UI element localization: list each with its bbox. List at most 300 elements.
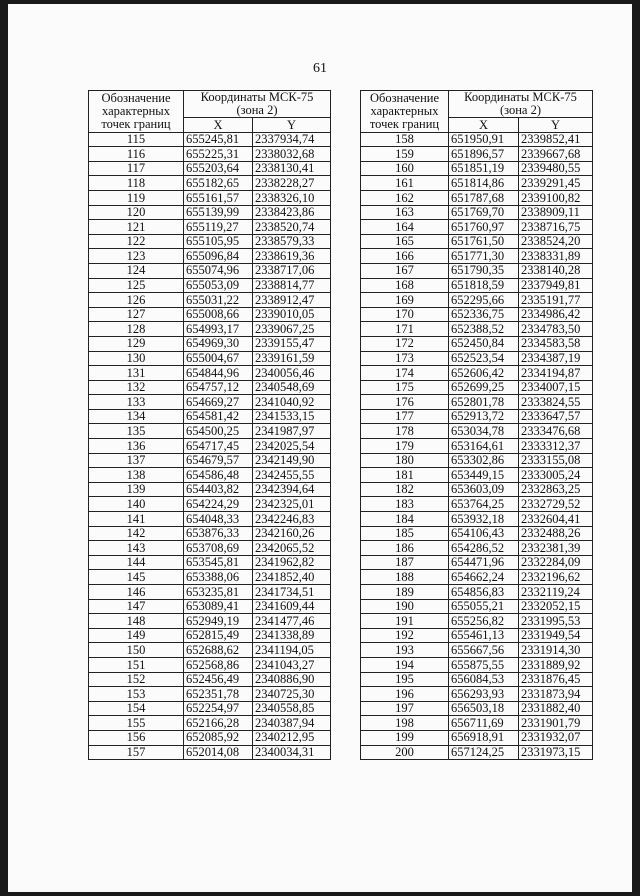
- y-coordinate-cell: 2334583,58: [519, 336, 593, 351]
- point-number-cell: 168: [361, 278, 449, 293]
- x-coordinate-cell: 654844,96: [184, 366, 253, 381]
- table-row: [361, 628, 593, 643]
- table-row: [361, 570, 593, 585]
- x-coordinate-cell: 654757,12: [184, 380, 253, 395]
- point-number-cell: 144: [89, 555, 184, 570]
- point-number-cell: 188: [361, 570, 449, 585]
- table-row: [89, 628, 331, 643]
- y-coordinate-cell: 2340387,94: [253, 716, 331, 731]
- y-coordinate-cell: 2339291,45: [519, 176, 593, 191]
- point-number-cell: 192: [361, 628, 449, 643]
- y-coordinate-cell: 2338130,41: [253, 161, 331, 176]
- point-number-cell: 135: [89, 424, 184, 439]
- point-number-cell: 116: [89, 147, 184, 162]
- table-row: [89, 672, 331, 687]
- point-number-cell: 127: [89, 307, 184, 322]
- point-number-cell: 143: [89, 541, 184, 556]
- x-coordinate-cell: 651771,30: [449, 249, 519, 264]
- point-number-cell: 195: [361, 672, 449, 687]
- x-coordinate-cell: 656084,53: [449, 672, 519, 687]
- x-coordinate-cell: 653932,18: [449, 512, 519, 527]
- y-coordinate-cell: 2338140,28: [519, 263, 593, 278]
- y-coordinate-cell: 2341194,05: [253, 643, 331, 658]
- x-coordinate-cell: 655031,22: [184, 293, 253, 308]
- table-row: [89, 468, 331, 483]
- table-row: [89, 585, 331, 600]
- x-coordinate-cell: 651814,86: [449, 176, 519, 191]
- y-coordinate-cell: 2333476,68: [519, 424, 593, 439]
- point-number-cell: 124: [89, 263, 184, 278]
- x-coordinate-cell: 652568,86: [184, 657, 253, 672]
- point-number-cell: 162: [361, 190, 449, 205]
- point-number-cell: 185: [361, 526, 449, 541]
- y-coordinate-cell: 2332052,15: [519, 599, 593, 614]
- x-coordinate-cell: 654286,52: [449, 541, 519, 556]
- table-row: [361, 424, 593, 439]
- point-number-cell: 161: [361, 176, 449, 191]
- point-number-cell: 145: [89, 570, 184, 585]
- y-coordinate-cell: 2342394,64: [253, 482, 331, 497]
- y-coordinate-cell: 2338228,27: [253, 176, 331, 191]
- point-number-cell: 171: [361, 322, 449, 337]
- point-number-cell: 184: [361, 512, 449, 527]
- table-row: [89, 614, 331, 629]
- y-coordinate-cell: 2332604,41: [519, 512, 593, 527]
- x-coordinate-cell: 655139,99: [184, 205, 253, 220]
- point-number-cell: 115: [89, 132, 184, 147]
- y-coordinate-cell: 2331995,53: [519, 614, 593, 629]
- x-coordinate-cell: 655245,81: [184, 132, 253, 147]
- x-coordinate-cell: 654717,45: [184, 439, 253, 454]
- document-page: [8, 4, 632, 892]
- point-number-cell: 194: [361, 657, 449, 672]
- x-coordinate-cell: 652085,92: [184, 730, 253, 745]
- table-row: [361, 132, 593, 147]
- table-row: [89, 570, 331, 585]
- y-coordinate-cell: 2333155,08: [519, 453, 593, 468]
- x-coordinate-cell: 651896,57: [449, 147, 519, 162]
- y-coordinate-cell: 2338579,33: [253, 234, 331, 249]
- y-coordinate-cell: 2331914,30: [519, 643, 593, 658]
- y-coordinate-cell: 2341043,27: [253, 657, 331, 672]
- table-row: [361, 395, 593, 410]
- point-number-cell: 177: [361, 409, 449, 424]
- x-coordinate-cell: 651851,19: [449, 161, 519, 176]
- x-coordinate-cell: 655074,96: [184, 263, 253, 278]
- table-row: [89, 336, 331, 351]
- table-row: [89, 293, 331, 308]
- x-coordinate-cell: 654669,27: [184, 395, 253, 410]
- x-coordinate-cell: 656503,18: [449, 701, 519, 716]
- table-row: [89, 278, 331, 293]
- y-coordinate-cell: 2331901,79: [519, 716, 593, 731]
- table-row: [89, 482, 331, 497]
- y-coordinate-cell: 2337949,81: [519, 278, 593, 293]
- y-coordinate-cell: 2341040,92: [253, 395, 331, 410]
- y-coordinate-cell: 2333824,55: [519, 395, 593, 410]
- x-coordinate-cell: 653545,81: [184, 555, 253, 570]
- x-coordinate-cell: 653302,86: [449, 453, 519, 468]
- point-number-cell: 122: [89, 234, 184, 249]
- y-coordinate-cell: 2334986,42: [519, 307, 593, 322]
- table-row: [361, 293, 593, 308]
- table-row: [361, 745, 593, 760]
- point-number-cell: 176: [361, 395, 449, 410]
- y-coordinate-cell: 2338619,36: [253, 249, 331, 264]
- point-label-header: Обозначение характерных точек границ: [89, 91, 184, 133]
- point-number-cell: 172: [361, 336, 449, 351]
- x-coordinate-cell: 654106,43: [449, 526, 519, 541]
- y-coordinate-cell: 2341533,15: [253, 409, 331, 424]
- x-coordinate-cell: 652336,75: [449, 307, 519, 322]
- x-coordinate-cell: 653164,61: [449, 439, 519, 454]
- y-coordinate-cell: 2331882,40: [519, 701, 593, 716]
- x-coordinate-cell: 652295,66: [449, 293, 519, 308]
- x-coordinate-cell: 655667,56: [449, 643, 519, 658]
- table-row: [361, 439, 593, 454]
- point-number-cell: 174: [361, 366, 449, 381]
- point-number-cell: 180: [361, 453, 449, 468]
- y-coordinate-cell: 2342325,01: [253, 497, 331, 512]
- x-coordinate-cell: 653708,69: [184, 541, 253, 556]
- y-coordinate-cell: 2338717,06: [253, 263, 331, 278]
- point-number-cell: 126: [89, 293, 184, 308]
- table-row: [89, 526, 331, 541]
- point-number-cell: 187: [361, 555, 449, 570]
- point-number-cell: 128: [89, 322, 184, 337]
- y-coordinate-cell: 2333312,37: [519, 439, 593, 454]
- x-coordinate-cell: 655119,27: [184, 220, 253, 235]
- table-row: [361, 307, 593, 322]
- x-coordinate-cell: 656918,91: [449, 730, 519, 745]
- x-coordinate-cell: 652254,97: [184, 701, 253, 716]
- x-coordinate-cell: 654471,96: [449, 555, 519, 570]
- point-number-cell: 152: [89, 672, 184, 687]
- table-row: [89, 395, 331, 410]
- point-number-cell: 149: [89, 628, 184, 643]
- table-row: [89, 220, 331, 235]
- table-row: [361, 730, 593, 745]
- table-row: [89, 307, 331, 322]
- y-coordinate-cell: 2339161,59: [253, 351, 331, 366]
- y-coordinate-cell: 2331889,92: [519, 657, 593, 672]
- point-number-cell: 191: [361, 614, 449, 629]
- y-coordinate-cell: 2339852,41: [519, 132, 593, 147]
- point-number-cell: 183: [361, 497, 449, 512]
- x-header: X: [449, 118, 519, 133]
- x-coordinate-cell: 655105,95: [184, 234, 253, 249]
- table-row: [89, 322, 331, 337]
- x-coordinate-cell: 652388,52: [449, 322, 519, 337]
- y-coordinate-cell: 2341734,51: [253, 585, 331, 600]
- table-row: [361, 541, 593, 556]
- x-coordinate-cell: 654856,83: [449, 585, 519, 600]
- point-number-cell: 165: [361, 234, 449, 249]
- y-coordinate-cell: 2331973,15: [519, 745, 593, 760]
- y-coordinate-cell: 2338326,10: [253, 190, 331, 205]
- coordinates-table-right: [360, 90, 593, 760]
- x-coordinate-cell: 656293,93: [449, 687, 519, 702]
- point-number-cell: 163: [361, 205, 449, 220]
- x-coordinate-cell: 653449,15: [449, 468, 519, 483]
- table-row: [361, 190, 593, 205]
- y-coordinate-cell: 2338814,77: [253, 278, 331, 293]
- point-number-cell: 160: [361, 161, 449, 176]
- x-coordinate-cell: 654586,48: [184, 468, 253, 483]
- table-row: [89, 205, 331, 220]
- x-coordinate-cell: 652801,78: [449, 395, 519, 410]
- table-row: [361, 526, 593, 541]
- point-number-cell: 198: [361, 716, 449, 731]
- table-row: [361, 205, 593, 220]
- x-coordinate-cell: 653388,06: [184, 570, 253, 585]
- y-coordinate-cell: 2331932,07: [519, 730, 593, 745]
- table-row: [361, 468, 593, 483]
- y-coordinate-cell: 2342065,52: [253, 541, 331, 556]
- y-coordinate-cell: 2338331,89: [519, 249, 593, 264]
- y-coordinate-cell: 2338909,11: [519, 205, 593, 220]
- table-row: [361, 351, 593, 366]
- table-row: [361, 555, 593, 570]
- y-coordinate-cell: 2338716,75: [519, 220, 593, 235]
- y-coordinate-cell: 2333647,57: [519, 409, 593, 424]
- table-row: [89, 599, 331, 614]
- point-number-cell: 154: [89, 701, 184, 716]
- table-row: [89, 249, 331, 264]
- table-row: [89, 147, 331, 162]
- point-number-cell: 147: [89, 599, 184, 614]
- x-coordinate-cell: 653089,41: [184, 599, 253, 614]
- point-number-cell: 197: [361, 701, 449, 716]
- table-row: [89, 190, 331, 205]
- x-coordinate-cell: 652688,62: [184, 643, 253, 658]
- point-number-cell: 173: [361, 351, 449, 366]
- x-coordinate-cell: 652450,84: [449, 336, 519, 351]
- table-row: [89, 745, 331, 760]
- x-header: X: [184, 118, 253, 133]
- x-coordinate-cell: 657124,25: [449, 745, 519, 760]
- y-coordinate-cell: 2340212,95: [253, 730, 331, 745]
- x-coordinate-cell: 652014,08: [184, 745, 253, 760]
- y-coordinate-cell: 2331876,45: [519, 672, 593, 687]
- point-number-cell: 193: [361, 643, 449, 658]
- x-coordinate-cell: 654662,24: [449, 570, 519, 585]
- point-number-cell: 150: [89, 643, 184, 658]
- x-coordinate-cell: 651818,59: [449, 278, 519, 293]
- table-row: [89, 380, 331, 395]
- x-coordinate-cell: 655256,82: [449, 614, 519, 629]
- y-coordinate-cell: 2331873,94: [519, 687, 593, 702]
- table-row: [89, 687, 331, 702]
- x-coordinate-cell: 654403,82: [184, 482, 253, 497]
- point-label-header: Обозначение характерных точек границ: [361, 91, 449, 133]
- y-coordinate-cell: 2332381,39: [519, 541, 593, 556]
- point-number-cell: 159: [361, 147, 449, 162]
- table-row: [361, 453, 593, 468]
- x-coordinate-cell: 651787,68: [449, 190, 519, 205]
- x-coordinate-cell: 653764,25: [449, 497, 519, 512]
- table-row: [361, 409, 593, 424]
- table-row: [89, 497, 331, 512]
- y-coordinate-cell: 2340056,46: [253, 366, 331, 381]
- table-row: [89, 424, 331, 439]
- x-coordinate-cell: 655225,31: [184, 147, 253, 162]
- point-number-cell: 139: [89, 482, 184, 497]
- point-number-cell: 121: [89, 220, 184, 235]
- point-number-cell: 164: [361, 220, 449, 235]
- x-coordinate-cell: 653876,33: [184, 526, 253, 541]
- point-number-cell: 137: [89, 453, 184, 468]
- y-coordinate-cell: 2339067,25: [253, 322, 331, 337]
- x-coordinate-cell: 655055,21: [449, 599, 519, 614]
- y-coordinate-cell: 2334783,50: [519, 322, 593, 337]
- point-number-cell: 189: [361, 585, 449, 600]
- table-row: [89, 701, 331, 716]
- table-row: [361, 322, 593, 337]
- x-coordinate-cell: 655203,64: [184, 161, 253, 176]
- y-coordinate-cell: 2340886,90: [253, 672, 331, 687]
- y-coordinate-cell: 2339667,68: [519, 147, 593, 162]
- y-coordinate-cell: 2332729,52: [519, 497, 593, 512]
- point-number-cell: 186: [361, 541, 449, 556]
- table-row: [361, 249, 593, 264]
- point-number-cell: 167: [361, 263, 449, 278]
- table-row: [89, 409, 331, 424]
- x-coordinate-cell: 654500,25: [184, 424, 253, 439]
- table-row: [89, 366, 331, 381]
- point-number-cell: 146: [89, 585, 184, 600]
- x-coordinate-cell: 655461,13: [449, 628, 519, 643]
- table-row: [89, 657, 331, 672]
- table-row: [361, 336, 593, 351]
- y-coordinate-cell: 2332196,62: [519, 570, 593, 585]
- table-row: [361, 263, 593, 278]
- point-number-cell: 133: [89, 395, 184, 410]
- point-number-cell: 148: [89, 614, 184, 629]
- x-coordinate-cell: 652913,72: [449, 409, 519, 424]
- y-coordinate-cell: 2341987,97: [253, 424, 331, 439]
- x-coordinate-cell: 652166,28: [184, 716, 253, 731]
- y-coordinate-cell: 2338520,74: [253, 220, 331, 235]
- table-row: [361, 657, 593, 672]
- point-number-cell: 158: [361, 132, 449, 147]
- table-row: [89, 176, 331, 191]
- x-coordinate-cell: 654679,57: [184, 453, 253, 468]
- point-number-cell: 151: [89, 657, 184, 672]
- table-row: [361, 278, 593, 293]
- x-coordinate-cell: 652815,49: [184, 628, 253, 643]
- x-coordinate-cell: 651760,97: [449, 220, 519, 235]
- table-row: [361, 482, 593, 497]
- x-coordinate-cell: 651790,35: [449, 263, 519, 278]
- y-coordinate-cell: 2340034,31: [253, 745, 331, 760]
- table-row: [361, 234, 593, 249]
- point-number-cell: 141: [89, 512, 184, 527]
- y-coordinate-cell: 2335191,77: [519, 293, 593, 308]
- table-row: [89, 555, 331, 570]
- x-coordinate-cell: 655161,57: [184, 190, 253, 205]
- coords-header: Координаты МСК-75 (зона 2): [449, 91, 593, 118]
- point-number-cell: 153: [89, 687, 184, 702]
- point-number-cell: 140: [89, 497, 184, 512]
- table-row: [361, 380, 593, 395]
- y-coordinate-cell: 2339010,05: [253, 307, 331, 322]
- y-coordinate-cell: 2332119,24: [519, 585, 593, 600]
- point-number-cell: 155: [89, 716, 184, 731]
- table-row: [361, 176, 593, 191]
- point-number-cell: 134: [89, 409, 184, 424]
- table-row: [361, 687, 593, 702]
- table-row: [89, 541, 331, 556]
- point-number-cell: 179: [361, 439, 449, 454]
- y-coordinate-cell: 2342025,54: [253, 439, 331, 454]
- point-number-cell: 120: [89, 205, 184, 220]
- x-coordinate-cell: 653235,81: [184, 585, 253, 600]
- table-row: [89, 132, 331, 147]
- table-row: [361, 220, 593, 235]
- y-coordinate-cell: 2332863,25: [519, 482, 593, 497]
- table-row: [89, 263, 331, 278]
- y-coordinate-cell: 2338912,47: [253, 293, 331, 308]
- y-coordinate-cell: 2331949,54: [519, 628, 593, 643]
- point-number-cell: 166: [361, 249, 449, 264]
- y-coordinate-cell: 2332488,26: [519, 526, 593, 541]
- x-coordinate-cell: 652949,19: [184, 614, 253, 629]
- x-coordinate-cell: 651761,50: [449, 234, 519, 249]
- table-row: [89, 643, 331, 658]
- x-coordinate-cell: 655053,09: [184, 278, 253, 293]
- y-header: Y: [519, 118, 593, 133]
- table-row: [361, 585, 593, 600]
- table-row: [89, 351, 331, 366]
- point-number-cell: 136: [89, 439, 184, 454]
- point-number-cell: 125: [89, 278, 184, 293]
- x-coordinate-cell: 652351,78: [184, 687, 253, 702]
- point-number-cell: 130: [89, 351, 184, 366]
- table-row: [361, 512, 593, 527]
- y-coordinate-cell: 2342149,90: [253, 453, 331, 468]
- x-coordinate-cell: 656711,69: [449, 716, 519, 731]
- y-coordinate-cell: 2341962,82: [253, 555, 331, 570]
- x-coordinate-cell: 652456,49: [184, 672, 253, 687]
- y-coordinate-cell: 2339155,47: [253, 336, 331, 351]
- y-coordinate-cell: 2338524,20: [519, 234, 593, 249]
- table-row: [89, 161, 331, 176]
- x-coordinate-cell: 651769,70: [449, 205, 519, 220]
- x-coordinate-cell: 654224,29: [184, 497, 253, 512]
- y-coordinate-cell: 2339480,55: [519, 161, 593, 176]
- y-coordinate-cell: 2339100,82: [519, 190, 593, 205]
- point-number-cell: 117: [89, 161, 184, 176]
- point-number-cell: 169: [361, 293, 449, 308]
- y-coordinate-cell: 2342455,55: [253, 468, 331, 483]
- y-coordinate-cell: 2341609,44: [253, 599, 331, 614]
- table-row: [361, 643, 593, 658]
- x-coordinate-cell: 654048,33: [184, 512, 253, 527]
- point-number-cell: 170: [361, 307, 449, 322]
- point-number-cell: 138: [89, 468, 184, 483]
- y-coordinate-cell: 2334194,87: [519, 366, 593, 381]
- y-coordinate-cell: 2334387,19: [519, 351, 593, 366]
- x-coordinate-cell: 654581,42: [184, 409, 253, 424]
- y-coordinate-cell: 2340558,85: [253, 701, 331, 716]
- y-coordinate-cell: 2340548,69: [253, 380, 331, 395]
- table-row: [361, 599, 593, 614]
- point-number-cell: 131: [89, 366, 184, 381]
- point-number-cell: 175: [361, 380, 449, 395]
- table-row: [89, 439, 331, 454]
- y-coordinate-cell: 2338423,86: [253, 205, 331, 220]
